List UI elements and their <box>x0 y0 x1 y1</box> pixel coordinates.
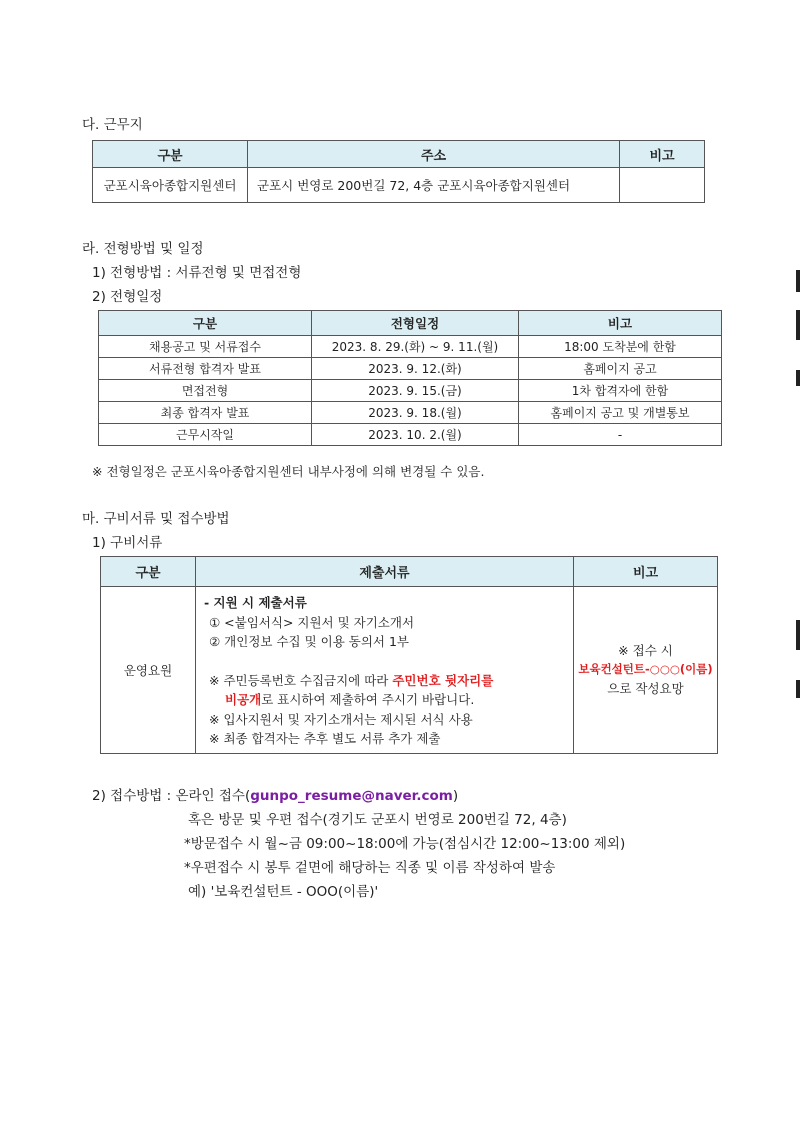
table-header: 전형일정 <box>312 311 519 336</box>
notice-a <box>204 671 573 691</box>
table-cell: 서류전형 합격자 발표 <box>99 358 312 380</box>
table-cell: 군포시 번영로 200번길 72, 4층 군포시육아종합지원센터 <box>248 168 620 203</box>
edge-mark <box>796 310 800 340</box>
table-header: 구분 <box>101 557 196 587</box>
remark-cell <box>574 587 718 754</box>
schedule-table <box>98 310 722 446</box>
table-cell: 2023. 9. 15.(금) <box>312 380 519 402</box>
table-cell: 2023. 10. 2.(월) <box>312 424 519 446</box>
table-row <box>99 380 722 402</box>
table-cell: 운영요원 <box>101 587 196 754</box>
table-header: 비고 <box>519 311 722 336</box>
table-row <box>99 424 722 446</box>
table-cell: 홈페이지 공고 및 개별통보 <box>519 402 722 424</box>
workplace-table <box>92 140 705 203</box>
submission-line: 혹은 방문 및 우편 접수(경기도 군포시 번영로 200번길 72, 4층) <box>188 812 567 828</box>
notice-c: ※ 최종 합격자는 추후 별도 서류 추가 제출 <box>209 731 441 746</box>
notice-text: 로 표시하여 제출하여 주시기 바랍니다. <box>261 692 475 707</box>
remark-line: 으로 작성요망 <box>607 681 684 697</box>
table-header: 제출서류 <box>196 557 574 587</box>
table-row <box>99 402 722 424</box>
table-header: 비고 <box>574 557 718 587</box>
section-ra-title: 라. 전형방법 및 일정 <box>82 241 204 257</box>
table-cell: 2023. 9. 18.(월) <box>312 402 519 424</box>
section-da-title: 다. 근무지 <box>82 117 143 133</box>
table-cell: 채용공고 및 서류접수 <box>99 336 312 358</box>
docs-label: 1) 구비서류 <box>92 535 163 551</box>
schedule-label: 2) 전형일정 <box>92 289 163 305</box>
table-cell: 2023. 8. 29.(화) ~ 9. 11.(월) <box>312 336 519 358</box>
table-row <box>99 358 722 380</box>
edge-mark <box>796 370 800 386</box>
table-header-row <box>101 557 718 587</box>
submission-line: *방문접수 시 월~금 09:00~18:00에 가능(점심시간 12:00~13:00 제외) <box>184 836 626 852</box>
doc-item: ① <붙임서식> 지원서 및 자기소개서 <box>209 614 415 630</box>
edge-mark <box>796 620 800 650</box>
submission-line: 예) '보육컨설턴트 - OOO(이름)' <box>188 884 379 900</box>
section-ma-title: 마. 구비서류 및 접수방법 <box>82 511 230 527</box>
edge-mark <box>796 680 800 698</box>
table-cell: 근무시작일 <box>99 424 312 446</box>
table-cell: 최종 합격자 발표 <box>99 402 312 424</box>
notice-b: ※ 입사지원서 및 자기소개서는 제시된 서식 사용 <box>209 711 473 727</box>
docs-title: - 지원 시 제출서류 <box>204 595 307 610</box>
submission-prefix: 2) 접수방법 : 온라인 접수( <box>92 788 251 804</box>
email-link[interactable]: gunpo_resume@naver.com <box>250 788 453 804</box>
documents-table <box>100 556 718 754</box>
table-cell: 1차 합격자에 한함 <box>519 380 722 402</box>
remark-line: ※ 접수 시 <box>618 643 673 659</box>
submission-suffix: ) <box>452 788 459 804</box>
table-cell: - <box>519 424 722 446</box>
remark-highlight: 보육컨설턴트-○○○(이름) <box>578 662 713 677</box>
table-header-row <box>93 141 705 168</box>
submission-line: *우편접수 시 봉투 겉면에 해당하는 직종 및 이름 작성하여 발송 <box>184 860 556 876</box>
table-cell: 2023. 9. 12.(화) <box>312 358 519 380</box>
selection-method: 1) 전형방법 : 서류전형 및 면접전형 <box>92 265 302 281</box>
schedule-note: ※ 전형일정은 군포시육아종합지원센터 내부사정에 의해 변경될 수 있음. <box>92 464 485 479</box>
table-header: 구분 <box>99 311 312 336</box>
submission-method <box>92 784 458 804</box>
table-row <box>99 336 722 358</box>
table-cell: 면접전형 <box>99 380 312 402</box>
doc-item: ② 개인정보 수집 및 이용 동의서 1부 <box>209 634 409 649</box>
table-cell <box>620 168 705 203</box>
table-cell: 군포시육아종합지원센터 <box>93 168 248 203</box>
table-cell: 18:00 도착분에 한함 <box>519 336 722 358</box>
table-header: 주소 <box>248 141 620 168</box>
notice-highlight: 비공개 <box>225 692 262 707</box>
notice-a-cont <box>204 690 573 710</box>
table-header: 구분 <box>93 141 248 168</box>
table-row <box>93 168 705 203</box>
table-cell: 홈페이지 공고 <box>519 358 722 380</box>
edge-mark <box>796 270 800 292</box>
notice-highlight: 주민번호 뒷자리를 <box>392 672 494 688</box>
table-header-row <box>99 311 722 336</box>
table-row <box>101 587 718 754</box>
documents-cell <box>196 587 574 754</box>
table-header: 비고 <box>620 141 705 168</box>
notice-text: ※ 주민등록번호 수집금지에 따라 <box>209 672 393 688</box>
